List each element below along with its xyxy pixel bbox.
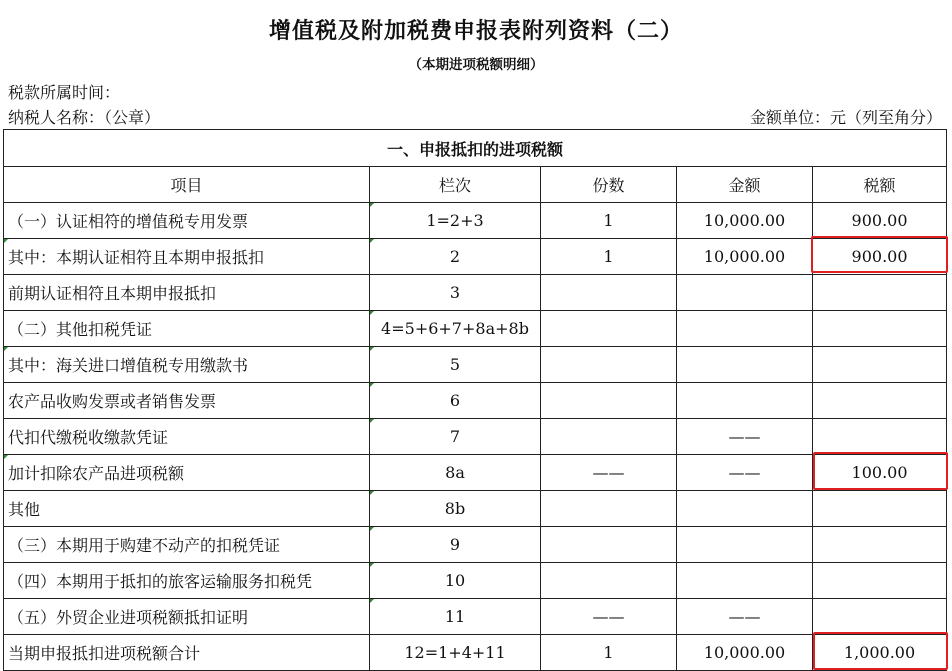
item-cell-text: （二）其他扣税凭证 xyxy=(8,320,153,339)
header-line-no: 栏次 xyxy=(370,167,541,203)
column-header-row xyxy=(4,167,947,203)
table-row xyxy=(4,527,947,563)
line-no-cell-text: 10 xyxy=(444,571,466,590)
count-cell xyxy=(541,419,677,455)
tax-cell xyxy=(813,563,947,599)
line-no-cell-text: 2 xyxy=(449,247,461,266)
amount-cell xyxy=(677,311,813,347)
item-cell-text: 其中：海关进口增值税专用缴款书 xyxy=(8,356,249,375)
amount-unit-label: 金额单位：元（列至角分） xyxy=(749,108,942,127)
count-cell xyxy=(541,527,677,563)
count-cell xyxy=(541,275,677,311)
item-cell-text: 前期认证相符且本期申报抵扣 xyxy=(8,284,217,303)
header-count: 份数 xyxy=(541,167,677,203)
item-cell xyxy=(4,383,370,419)
header-item: 项目 xyxy=(4,167,370,203)
tax-cell xyxy=(813,347,947,383)
item-cell xyxy=(4,275,370,311)
line-no-cell xyxy=(370,455,541,491)
header-tax: 税额 xyxy=(813,167,947,203)
line-no-cell xyxy=(370,563,541,599)
table-row xyxy=(4,311,947,347)
line-no-cell-text: 8b xyxy=(444,499,466,518)
tax-cell xyxy=(813,239,947,275)
form-subtitle: （本期进项税额明细） xyxy=(408,57,544,73)
item-cell xyxy=(4,491,370,527)
item-cell xyxy=(4,635,370,671)
amount-cell xyxy=(677,527,813,563)
table-row xyxy=(4,455,947,491)
amount-cell xyxy=(677,347,813,383)
cell-comment-marker xyxy=(370,491,374,495)
count-cell xyxy=(541,383,677,419)
tax-cell xyxy=(813,491,947,527)
tax-cell xyxy=(813,275,947,311)
item-cell xyxy=(4,239,370,275)
item-cell-text: 农产品收购发票或者销售发票 xyxy=(8,392,217,411)
table-row xyxy=(4,599,947,635)
cell-comment-marker xyxy=(370,383,374,387)
line-no-cell xyxy=(370,203,541,239)
table-row xyxy=(4,347,947,383)
amount-cell-text: 10,000.00 xyxy=(703,643,786,662)
count-cell xyxy=(541,635,677,671)
amount-cell-text: 10,000.00 xyxy=(703,211,786,230)
count-cell xyxy=(541,203,677,239)
item-cell xyxy=(4,563,370,599)
count-cell-text: 1 xyxy=(603,211,614,230)
line-no-cell xyxy=(370,599,541,635)
count-cell xyxy=(541,455,677,491)
tax-cell-text: 1,000.00 xyxy=(843,643,916,662)
amount-cell xyxy=(677,203,813,239)
line-no-cell xyxy=(370,383,541,419)
item-cell xyxy=(4,347,370,383)
line-no-cell-text: 9 xyxy=(449,535,461,554)
count-cell xyxy=(541,491,677,527)
amount-cell xyxy=(677,599,813,635)
amount-cell xyxy=(677,455,813,491)
table-row xyxy=(4,563,947,599)
cell-comment-marker xyxy=(370,527,374,531)
cell-comment-marker xyxy=(370,599,374,603)
item-cell xyxy=(4,599,370,635)
amount-cell xyxy=(677,635,813,671)
count-cell xyxy=(541,599,677,635)
tax-cell xyxy=(813,203,947,239)
table-row xyxy=(4,491,947,527)
section-header-row xyxy=(4,130,947,167)
cell-comment-marker xyxy=(370,347,374,351)
line-no-cell-text: 12=1+4+11 xyxy=(404,643,506,662)
cell-comment-marker xyxy=(370,239,374,243)
amount-cell xyxy=(677,491,813,527)
amount-cell-text: —— xyxy=(728,463,761,482)
amount-cell-text: —— xyxy=(728,607,761,626)
line-no-cell xyxy=(370,239,541,275)
input-tax-table xyxy=(3,129,947,671)
amount-cell xyxy=(677,383,813,419)
amount-cell xyxy=(677,419,813,455)
amount-cell xyxy=(677,563,813,599)
tax-cell xyxy=(813,527,947,563)
taxpayer-name-label: 纳税人名称：（公章） xyxy=(8,108,161,127)
cell-comment-marker xyxy=(370,419,374,423)
line-no-cell xyxy=(370,527,541,563)
count-cell xyxy=(541,347,677,383)
tax-cell xyxy=(813,599,947,635)
count-cell xyxy=(541,239,677,275)
cell-comment-marker xyxy=(4,239,8,243)
item-cell-text: （五）外贸企业进项税额抵扣证明 xyxy=(8,608,249,627)
item-cell-text: 加计扣除农产品进项税额 xyxy=(8,464,185,483)
tax-cell xyxy=(813,455,947,491)
item-cell-text: （四）本期用于抵扣的旅客运输服务扣税凭 xyxy=(8,572,313,591)
item-cell xyxy=(4,455,370,491)
line-no-cell-text: 1=2+3 xyxy=(426,211,484,230)
line-no-cell-text: 7 xyxy=(449,427,461,446)
line-no-cell xyxy=(370,419,541,455)
line-no-cell-text: 3 xyxy=(449,283,461,302)
table-row xyxy=(4,383,947,419)
count-cell xyxy=(541,563,677,599)
section-title: 一、申报抵扣的进项税额 xyxy=(4,130,947,167)
line-no-cell-text: 6 xyxy=(449,391,461,410)
count-cell xyxy=(541,311,677,347)
item-cell-text: （三）本期用于购建不动产的扣税凭证 xyxy=(8,536,281,555)
table-row xyxy=(4,203,947,239)
item-cell-text: 其中：本期认证相符且本期申报抵扣 xyxy=(8,248,265,267)
count-cell-text: —— xyxy=(592,607,625,626)
tax-cell-text: 900.00 xyxy=(851,247,908,266)
tax-cell xyxy=(813,419,947,455)
table-row xyxy=(4,275,947,311)
item-cell-text: 当期申报抵扣进项税额合计 xyxy=(8,644,201,663)
header-amount: 金额 xyxy=(677,167,813,203)
item-cell-text: 代扣代缴税收缴款凭证 xyxy=(8,428,169,447)
line-no-cell xyxy=(370,311,541,347)
item-cell xyxy=(4,419,370,455)
line-no-cell-text: 5 xyxy=(449,355,461,374)
amount-cell-text: —— xyxy=(728,427,761,446)
line-no-cell xyxy=(370,491,541,527)
count-cell-text: —— xyxy=(592,463,625,482)
line-no-cell xyxy=(370,347,541,383)
cell-comment-marker xyxy=(4,347,8,351)
line-no-cell-text: 8a xyxy=(445,463,465,482)
item-cell-text: 其他 xyxy=(8,500,41,519)
item-cell xyxy=(4,203,370,239)
form-title: 增值税及附加税费申报表附列资料（二） xyxy=(268,19,683,44)
tax-cell xyxy=(813,383,947,419)
amount-cell-text: 10,000.00 xyxy=(703,247,786,266)
amount-cell xyxy=(677,239,813,275)
table-row xyxy=(4,419,947,455)
tax-cell-text: 100.00 xyxy=(851,463,908,482)
line-no-cell xyxy=(370,635,541,671)
cell-comment-marker xyxy=(370,563,374,567)
item-cell xyxy=(4,311,370,347)
tax-cell xyxy=(813,311,947,347)
count-cell-text: 1 xyxy=(603,247,614,266)
count-cell-text: 1 xyxy=(603,643,614,662)
tax-period-label: 税款所属时间： xyxy=(8,83,121,102)
cell-comment-marker xyxy=(4,455,8,459)
line-no-cell-text: 4=5+6+7+8a+8b xyxy=(381,319,529,338)
item-cell xyxy=(4,527,370,563)
table-row xyxy=(4,635,947,671)
item-cell-text: （一）认证相符的增值税专用发票 xyxy=(8,212,249,231)
cell-comment-marker xyxy=(370,311,374,315)
amount-cell xyxy=(677,275,813,311)
tax-cell-text: 900.00 xyxy=(851,211,908,230)
tax-cell xyxy=(813,635,947,671)
table-row xyxy=(4,239,947,275)
line-no-cell-text: 11 xyxy=(444,607,466,626)
cell-comment-marker xyxy=(370,203,374,207)
line-no-cell xyxy=(370,275,541,311)
